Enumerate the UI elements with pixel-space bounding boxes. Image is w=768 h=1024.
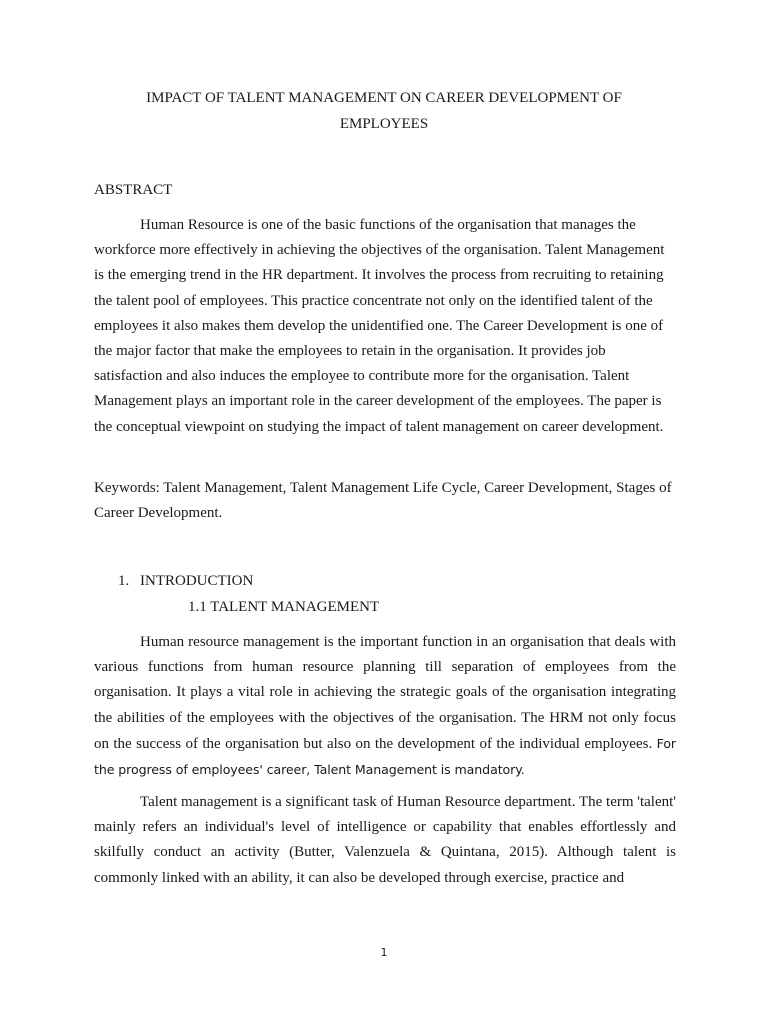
paper-title-line-1: IMPACT OF TALENT MANAGEMENT ON CAREER DEVELOPMENT OF — [146, 90, 622, 106]
intro-paragraph-2: Talent management is a significant task of Human Resource department. The term 'talent' mainly refers an individual's level of intelligence or capability that enables effortlessly and skilfully conduct an activity (Butter, Valenzuela & Quintana, 2015). Although talent is commonly linked with an ability, it can also be developed through exercise, practice and — [94, 794, 676, 886]
section-title: INTRODUCTION — [140, 573, 254, 589]
section-heading-introduction — [118, 570, 253, 592]
intro-paragraph-1-tail: For the progress of employees' career, Talent Management is mandatory. — [94, 735, 677, 778]
paper-title-line-2: EMPLOYEES — [339, 116, 429, 132]
keywords: Keywords: Talent Management, Talent Management Life Cycle, Career Development, Stages of Career Development. — [94, 480, 672, 521]
abstract-heading: ABSTRACT — [94, 182, 173, 198]
section-number: 1. — [118, 573, 130, 589]
page-number: 1 — [380, 946, 388, 959]
abstract-body: Human Resource is one of the basic functions of the organisation that manages the workforce more effectively in achieving the objectives of the organisation. Talent Management is the emerging trend in the HR department. It involves the process from recruiting to retaining the talent pool of employees. This practice concentrate not only on the identified talent of the employees it also makes them develop the unidentified one. The Career Development is one of the major factor that make the employees to retain in the organisation. It provides job satisfaction and also induces the employee to contribute more for the organisation. Talent Management plays an important role in the career development of the employees. The paper is the conceptual viewpoint on studying the impact of talent management on career development. — [94, 217, 665, 435]
intro-paragraph-1-text: Human resource management is the important function in an organisation that deals with various functions from human resource planning till separation of employees from the organisation. It plays a vital role in achieving the strategic goals of the organisation integrating the abilities of the employees with the objectives of the organisation. The HRM not only focus on the success of the organisation but also on the development of the individual employees. — [94, 634, 676, 752]
subsection-heading-talent-management: 1.1 TALENT MANAGEMENT — [188, 599, 380, 615]
intro-paragraph-1 — [94, 630, 676, 783]
